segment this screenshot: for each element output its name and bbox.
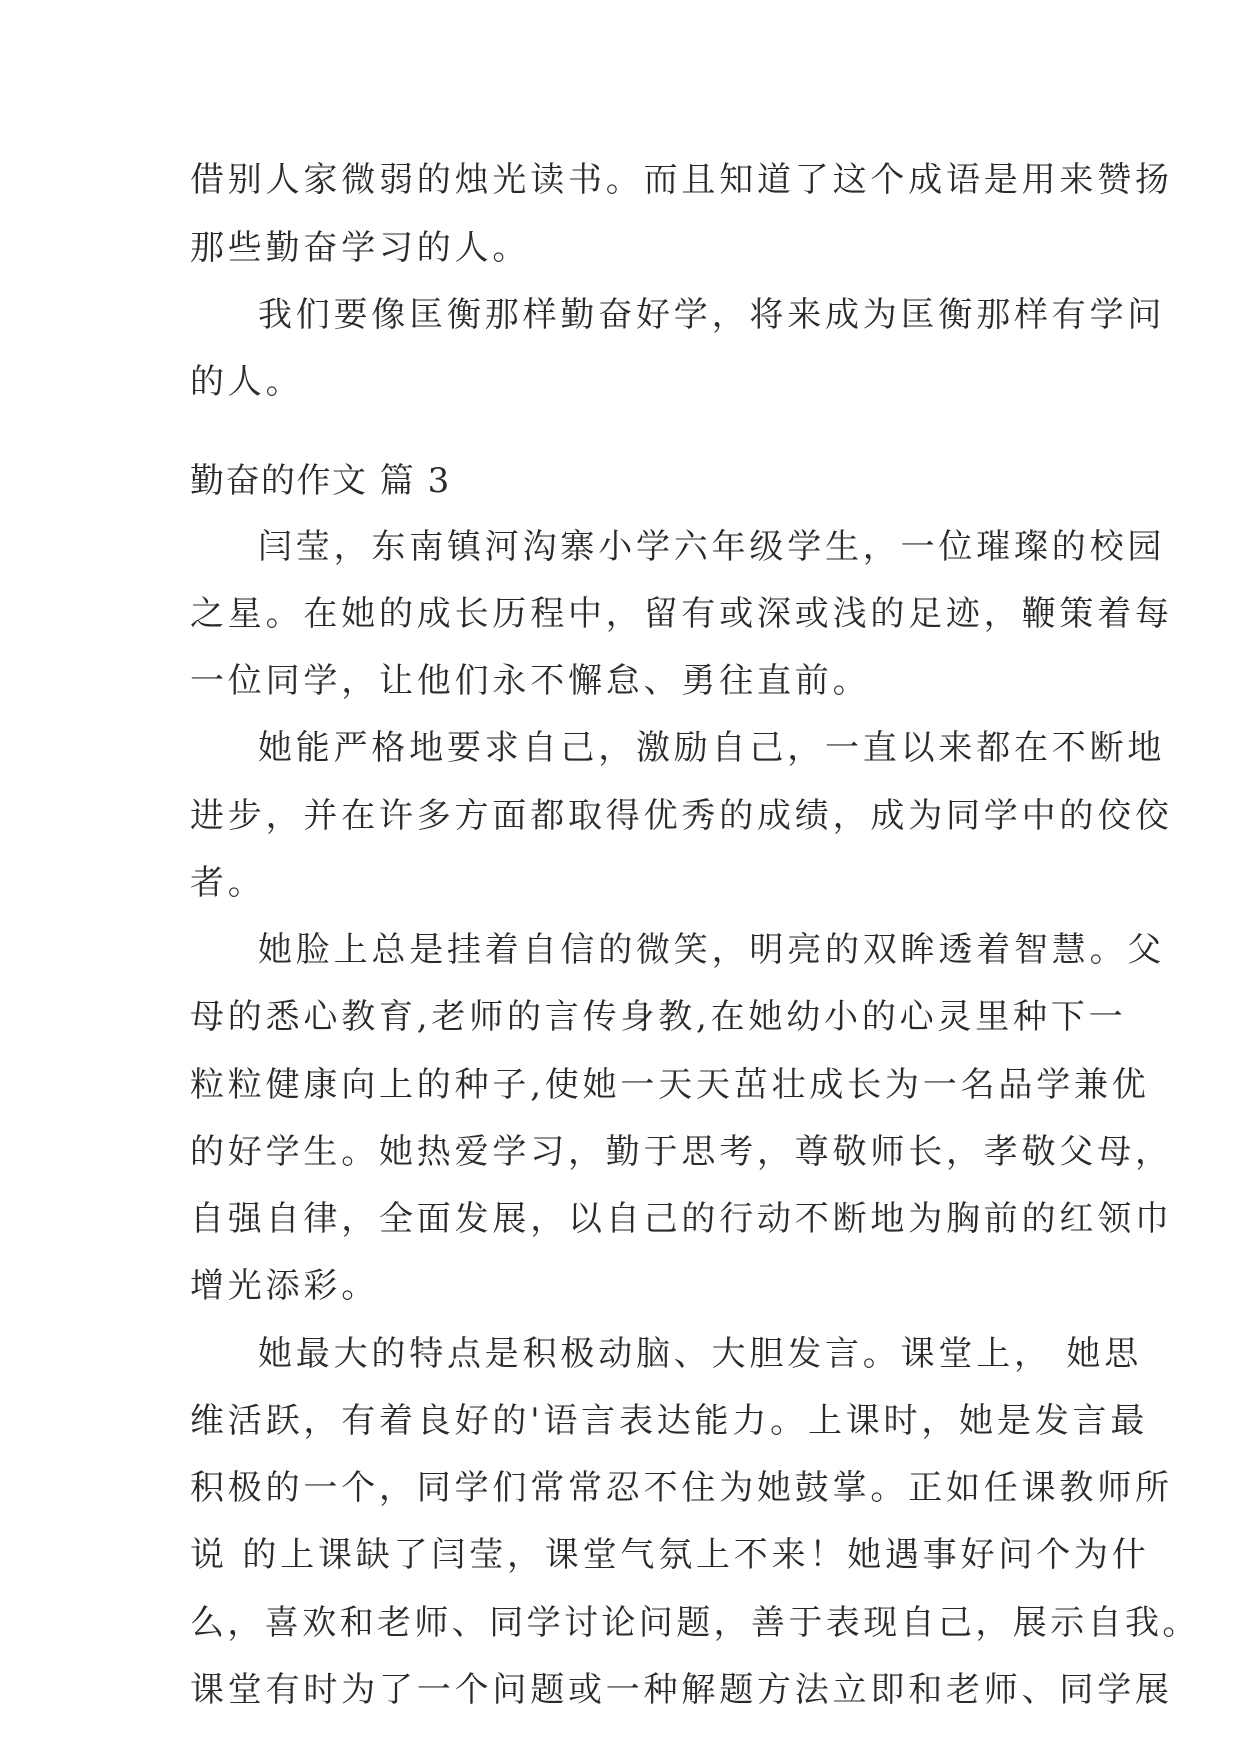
text-line: 者。	[190, 863, 266, 903]
text-line: 一位同学，让他们永不懈怠、勇往直前。	[190, 661, 871, 701]
text-line: 我们要像匡衡那样勤奋好学，将来成为匡衡那样有学问	[258, 295, 1166, 335]
text-line: 自强自律，全面发展，以自己的行动不断地为胸前的红领巾	[190, 1199, 1173, 1239]
section-heading: 勤奋的作文 篇 3	[190, 461, 451, 501]
text-line: 的人。	[190, 362, 304, 402]
text-line: 之星。在她的成长历程中，留有或深或浅的足迹，鞭策着每	[190, 594, 1173, 634]
text-line: 增光添彩。	[190, 1266, 379, 1306]
text-line: 维活跃，有着良好的'语言表达能力。上课时，她是发言最	[190, 1401, 1149, 1441]
text-line: 粒粒健康向上的种子,使她一天天茁壮成长为一名品学兼优	[190, 1065, 1150, 1105]
text-line: 的好学生。她热爱学习，勤于思考，尊敬师长，孝敬父母，	[190, 1132, 1173, 1172]
text-line: 那些勤奋学习的人。	[190, 228, 531, 268]
text-line: 她脸上总是挂着自信的微笑，明亮的双眸透着智慧。父	[258, 930, 1166, 970]
text-line: 她最大的特点是积极动脑、大胆发言。课堂上， 她思	[258, 1334, 1143, 1374]
text-line: 进步，并在许多方面都取得优秀的成绩，成为同学中的佼佼	[190, 796, 1173, 836]
text-line: 积极的一个，同学们常常忍不住为她鼓掌。正如任课教师所	[190, 1468, 1173, 1508]
text-line: 么，喜欢和老师、同学讨论问题，善于表现自己，展示自我。	[190, 1603, 1200, 1643]
text-line: 母的悉心教育,老师的言传身教,在她幼小的心灵里种下一	[190, 997, 1127, 1037]
text-line: 闫莹，东南镇河沟寨小学六年级学生，一位璀璨的校园	[258, 527, 1166, 567]
text-line: 借别人家微弱的烛光读书。而且知道了这个成语是用来赞扬	[190, 160, 1173, 200]
text-line: 课堂有时为了一个问题或一种解题方法立即和老师、同学展	[190, 1670, 1173, 1710]
text-line: 说 的上课缺了闫莹，课堂气氛上不来！她遇事好问个为什	[190, 1535, 1150, 1575]
text-line: 她能严格地要求自己，激励自己，一直以来都在不断地	[258, 728, 1166, 768]
